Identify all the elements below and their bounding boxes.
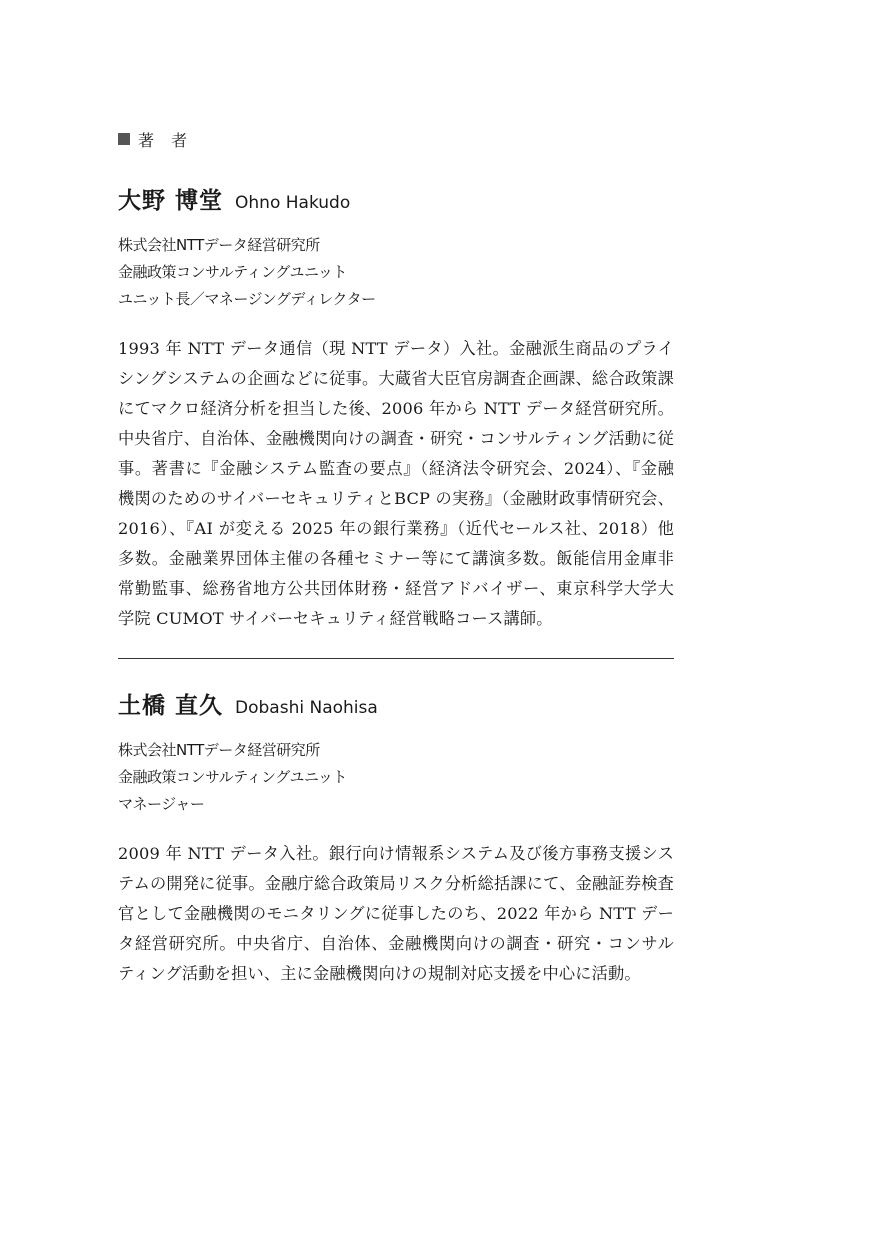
- authors-page: [118, 126, 674, 989]
- author-name-japanese: 大野 博堂: [118, 188, 224, 214]
- affiliation-unit: 金融政策コンサルティングユニット: [118, 768, 347, 786]
- section-title: 著 者: [138, 130, 194, 150]
- author-profile: [118, 687, 674, 989]
- square-bullet-icon: [118, 133, 130, 145]
- author-name-japanese: 土橋 直久: [118, 693, 224, 719]
- author-name-row: [118, 687, 674, 721]
- author-biography: 2009 年 NTT データ入社。銀行向け情報系システム及び後方事務支援システムの開発に従事。金融庁総合政策局リスク分析総括課にて、金融証券検査官として金融機関のモニタリングに従事したのち、2022 年から NTT データ経営研究所。中央省庁、自治体、金融機関向けの調査・研究・コンサルティング活動を担い、主に金融機関向けの規制対応支援を中心に活動。: [118, 844, 674, 983]
- section-header: [118, 126, 674, 152]
- author-name-english: Ohno Hakudo: [235, 193, 351, 213]
- author-affiliation: [118, 737, 674, 818]
- author-affiliation: [118, 232, 674, 313]
- affiliation-position: ユニット長／マネージングディレクター: [118, 290, 376, 308]
- affiliation-company: 株式会社NTTデータ経営研究所: [118, 741, 320, 759]
- affiliation-company: 株式会社NTTデータ経営研究所: [118, 236, 320, 254]
- affiliation-position: マネージャー: [118, 795, 205, 813]
- affiliation-unit: 金融政策コンサルティングユニット: [118, 263, 347, 281]
- author-name-english: Dobashi Naohisa: [235, 698, 378, 718]
- author-biography: 1993 年 NTT データ通信（現 NTT データ）入社。金融派生商品のプライシングシステムの企画などに従事。大蔵省大臣官房調査企画課、総合政策課にてマクロ経済分析を担当した後、2006 年から NTT データ経営研究所。中央省庁、自治体、金融機関向けの調査・研究・コンサルティング活動に従事。著書に『金融システム監査の要点』（経済法令研究会、2024）、『金融機関のためのサイバーセキュリティとBCP の実務』（金融財政事情研究会、2016）、『AI が変える 2025 年の銀行業務』（近代セールス社、2018）他多数。金融業界団体主催の各種セミナー等にて講演多数。飯能信用金庫非常勤監事、総務省地方公共団体財務・経営アドバイザー、東京科学大学大学院 CUMOT サイバーセキュリティ経営戦略コース講師。: [118, 339, 674, 628]
- author-profile: [118, 182, 674, 634]
- author-divider: [118, 658, 674, 659]
- author-name-row: [118, 182, 674, 216]
